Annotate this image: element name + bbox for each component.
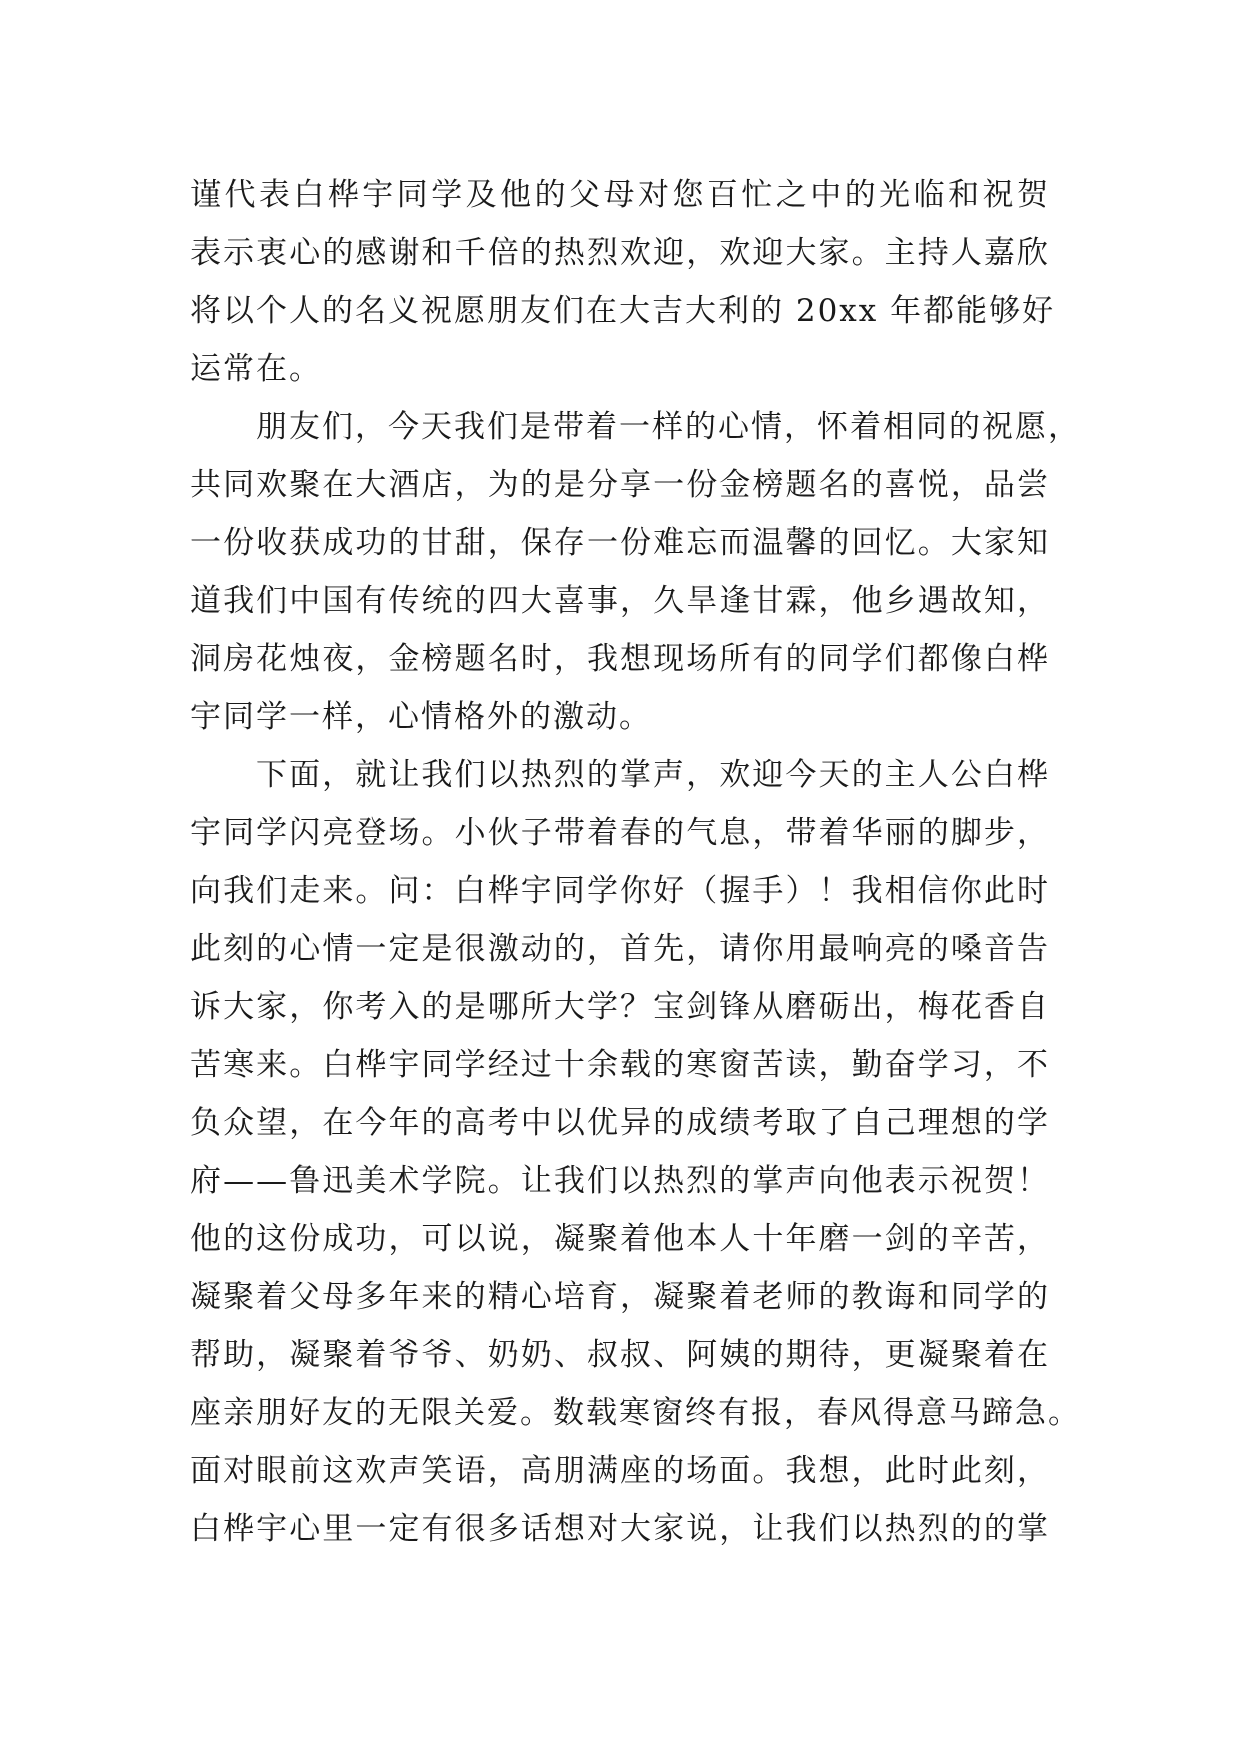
text-line: 一份收获成功的甘甜，保存一份难忘而温馨的回忆。大家知	[190, 525, 1050, 561]
text-line: 负众望，在今年的高考中以优异的成绩考取了自己理想的学	[190, 1105, 1050, 1141]
text-line: 谨代表白桦宇同学及他的父母对您百忙之中的光临和祝贺	[190, 177, 1050, 213]
text-line: 共同欢聚在大酒店，为的是分享一份金榜题名的喜悦，品尝	[190, 467, 1050, 503]
paragraph-3	[190, 746, 1081, 1558]
paragraph-2	[190, 398, 1081, 746]
text-line: 运常在。	[190, 351, 322, 387]
text-line: 苦寒来。白桦宇同学经过十余载的寒窗苦读，勤奋学习，不	[190, 1047, 1050, 1083]
document-body	[190, 166, 1081, 1558]
text-line: 凝聚着父母多年来的精心培育，凝聚着老师的教诲和同学的	[190, 1279, 1050, 1315]
text-line: 面对眼前这欢声笑语，高朋满座的场面。我想，此时此刻，	[190, 1453, 1050, 1489]
text-line: 表示衷心的感谢和千倍的热烈欢迎，欢迎大家。主持人嘉欣	[190, 235, 1050, 271]
paragraph-1	[190, 166, 1056, 398]
text-line: 向我们走来。问：白桦宇同学你好（握手）！我相信你此时	[190, 873, 1050, 909]
text-line: 宇同学一样，心情格外的激动。	[190, 699, 652, 735]
text-line: 白桦宇心里一定有很多话想对大家说，让我们以热烈的的掌	[190, 1511, 1050, 1547]
text-line: 洞房花烛夜，金榜题名时，我想现场所有的同学们都像白桦	[190, 641, 1050, 677]
text-line: 下面，就让我们以热烈的掌声，欢迎今天的主人公白桦	[256, 757, 1050, 793]
text-line: 帮助，凝聚着爷爷、奶奶、叔叔、阿姨的期待，更凝聚着在	[190, 1337, 1050, 1373]
text-line: 朋友们，今天我们是带着一样的心情，怀着相同的祝愿，	[256, 409, 1081, 445]
text-line: 他的这份成功，可以说，凝聚着他本人十年磨一剑的辛苦，	[190, 1221, 1050, 1257]
text-line: 将以个人的名义祝愿朋友们在大吉大利的 20xx 年都能够好	[190, 293, 1056, 329]
text-line: 宇同学闪亮登场。小伙子带着春的气息，带着华丽的脚步，	[190, 815, 1050, 851]
text-line: 诉大家，你考入的是哪所大学？宝剑锋从磨砺出，梅花香自	[190, 989, 1050, 1025]
text-line: 座亲朋好友的无限关爱。数载寒窗终有报，春风得意马蹄急。	[190, 1395, 1081, 1431]
text-line: 此刻的心情一定是很激动的，首先，请你用最响亮的嗓音告	[190, 931, 1050, 967]
text-line: 道我们中国有传统的四大喜事，久旱逢甘霖，他乡遇故知，	[190, 583, 1050, 619]
text-line: 府——鲁迅美术学院。让我们以热烈的掌声向他表示祝贺！	[190, 1163, 1050, 1199]
